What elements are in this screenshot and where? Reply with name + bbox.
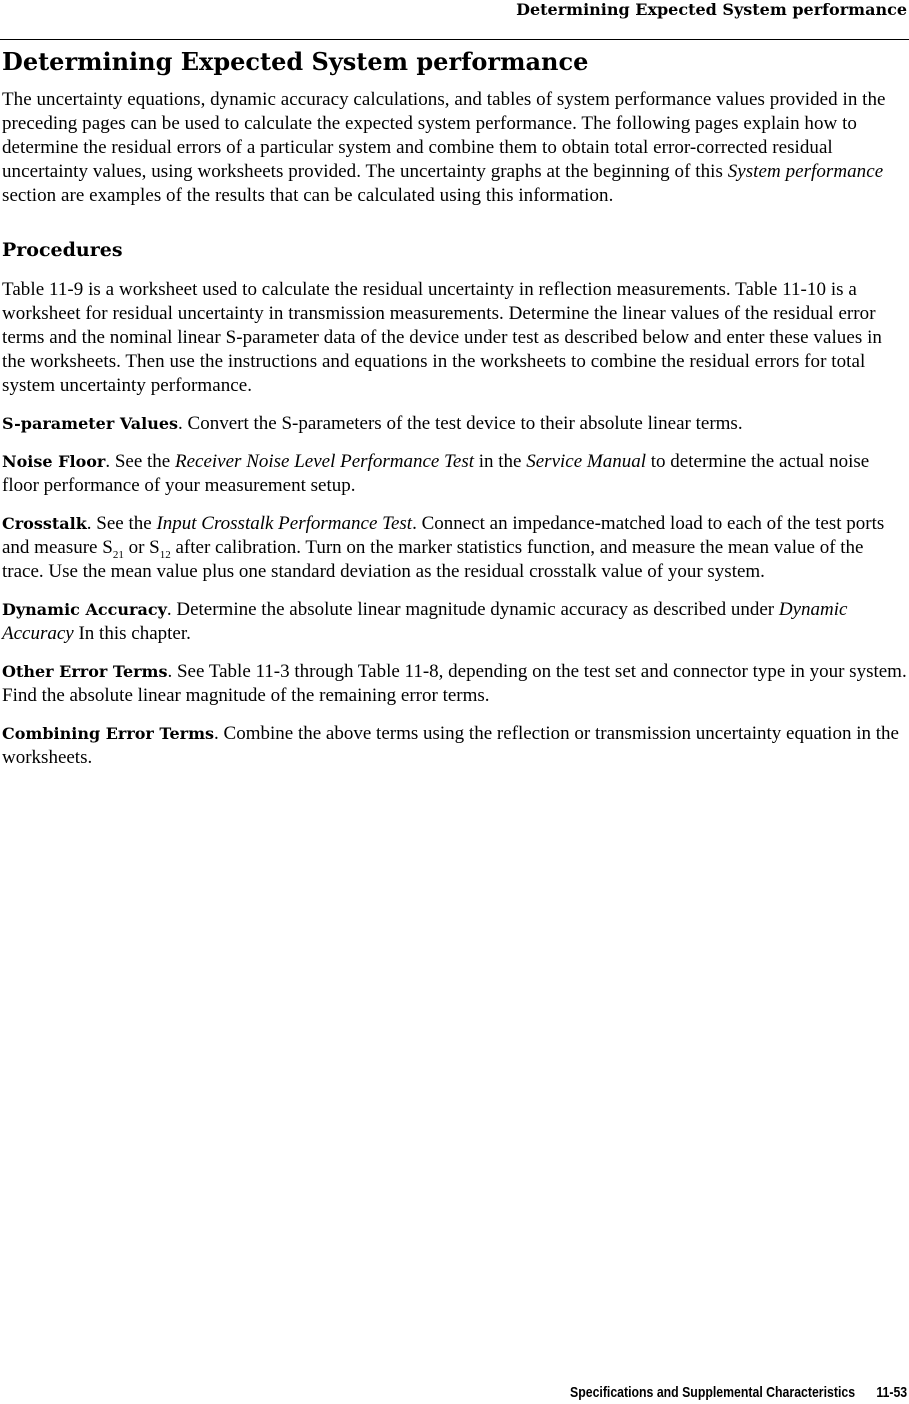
crosstalk-text-3: or S: [123, 537, 160, 558]
dynamic-ref: Dynamic Accuracy: [2, 599, 848, 644]
noise-text-2: in the: [474, 451, 527, 472]
item-combining-error-terms: [2, 722, 907, 770]
item-other-error-terms: [2, 660, 907, 708]
crosstalk-text-4: after calibration. Turn on the marker statistics function, and measure the mean value of the trace. Use the mean value plus one standard deviation as the residual crosstalk value of your system.: [2, 537, 864, 582]
term-noise-floor: Noise Floor: [2, 452, 106, 471]
running-header: Determining Expected System performance: [516, 0, 907, 19]
subscript-12: 12: [159, 548, 171, 561]
crosstalk-ref-input-test: Input Crosstalk Performance Test: [156, 513, 413, 534]
subscript-21: 21: [112, 548, 124, 561]
noise-text-3: to determine the actual noise floor performance of your measurement setup.: [2, 451, 870, 496]
other-text: . See Table 11-3 through Table 11-8, depending on the test set and connector type in your system. Find the absolute linear magnitude of the remaining error terms.: [2, 661, 907, 706]
crosstalk-text-2: . Connect an impedance-matched load to each of the test ports and measure S: [2, 513, 885, 558]
term-dynamic-accuracy: Dynamic Accuracy: [2, 600, 167, 619]
procedures-intro: Table 11-9 is a worksheet used to calculate the residual uncertainty in reflection measurements. Table 11-10 is a worksheet for residual uncertainty in transmission measurements. Determine the linear values of the residual error terms and the nominal linear S-parameter data of the device under test as described below and enter these values in the worksheets. Then use the instructions and equations in the worksheets to combine the residual errors for total system uncertainty performance.: [2, 279, 882, 396]
term-other-error-terms: Other Error Terms: [2, 662, 168, 681]
term-crosstalk: Crosstalk: [2, 514, 87, 533]
page-title: Determining Expected System performance: [2, 47, 589, 76]
intro-text-2: section are examples of the results that can be calculated using this information.: [2, 185, 614, 206]
term-combining-error-terms: Combining Error Terms: [2, 724, 215, 743]
page-number: 11-53: [876, 1384, 907, 1401]
noise-ref-service-manual: Service Manual: [526, 451, 647, 472]
crosstalk-text-1: . See the: [86, 513, 157, 534]
item-noise-floor: [2, 450, 907, 498]
dynamic-text-1: . Determine the absolute linear magnitude dynamic accuracy as described under: [166, 599, 779, 620]
term-sparameter-values: S-parameter Values: [2, 414, 179, 433]
footer-section-title: Specifications and Supplemental Characteristics: [569, 1384, 855, 1401]
page-footer: [570, 1383, 907, 1403]
page-content: [2, 44, 907, 770]
procedures-heading: Procedures: [2, 239, 123, 261]
intro-paragraph: [2, 88, 907, 208]
item-sparameter-values: [2, 412, 907, 436]
combining-text: . Combine the above terms using the reflection or transmission uncertainty equation in the worksheets.: [2, 723, 899, 768]
item-dynamic-accuracy: [2, 598, 907, 646]
intro-text-1: The uncertainty equations, dynamic accuracy calculations, and tables of system performance values provided in the preceding pages can be used to calculate the expected system performance. The following pages explain how to determine the residual errors of a particular system and combine them to obtain total error-corrected residual uncertainty values, using worksheets provided. The uncertainty graphs at the beginning of this: [2, 89, 886, 182]
item-crosstalk: [2, 512, 907, 584]
noise-text-1: . See the: [105, 451, 175, 472]
dynamic-text-2: In this chapter.: [73, 623, 191, 644]
header-rule: [0, 39, 909, 40]
sparameter-text: . Convert the S-parameters of the test device to their absolute linear terms.: [178, 413, 743, 434]
intro-ref-system-performance: System performance: [727, 161, 884, 182]
noise-ref-receiver-test: Receiver Noise Level Performance Test: [175, 451, 474, 472]
